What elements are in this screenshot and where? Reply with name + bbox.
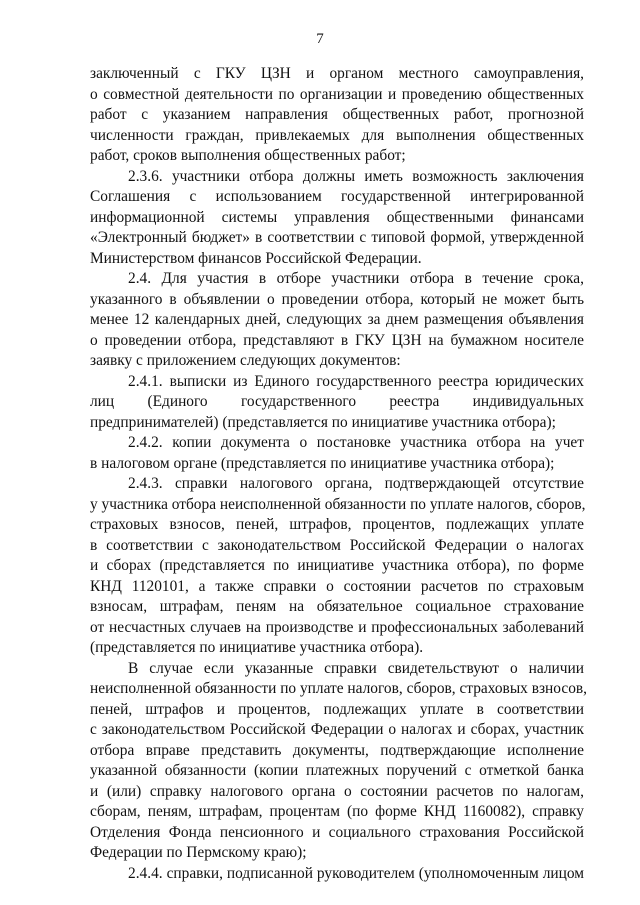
text-line: от несчастных случаев на производстве и профессиональных заболеваний (90, 618, 584, 636)
text-line: взносам, штрафам, пеням на обязательное социальное страхование (90, 598, 584, 615)
text-line: в соответствии с законодательством Российской Федерации о налогах (90, 536, 584, 554)
text-line: работ, сроков выполнения общественных работ; (90, 147, 406, 164)
text-line: заявку с приложением следующих документов: (90, 352, 401, 369)
text-line: «Электронный бюджет» в соответствии с типовой формой, утвержденной (90, 229, 584, 246)
text-line: неисполненной обязанности по уплате налогов, сборов, страховых взносов, (90, 680, 588, 697)
text-line: 2.4.4. справки, подписанной руководителем (уполномоченным лицом (128, 864, 584, 882)
text-line: 2.4.3. справки налогового органа, подтверждающей отсутствие (128, 475, 584, 492)
body-text (90, 64, 588, 884)
text-line: в налоговом органе (представляется по инициативе участника отбора); (90, 454, 555, 472)
text-line: информационной системы управления общественными финансами (90, 208, 584, 226)
text-line: 2.3.6. участники отбора должны иметь возможность заключения (128, 167, 584, 185)
text-line: предпринимателей) (представляется по инициативе участника отбора); (90, 413, 556, 431)
page-number: 7 (316, 31, 324, 47)
text-line: работ с указанием направления общественных работ, прогнозной (90, 106, 584, 123)
text-line: (представляется по инициативе участника отбора). (90, 639, 424, 656)
text-line: указанной обязанности (копии платежных поручений с отметкой банка (90, 762, 584, 779)
text-line: численности граждан, привлекаемых для выполнения общественных (90, 126, 584, 144)
text-line: о проведении отбора, представляют в ГКУ ЦЗН на бумажном носителе (90, 331, 584, 349)
text-line: пеней, штрафов и процентов, подлежащих уплате в соответствии (90, 700, 584, 718)
text-line: 2.4.2. копии документа о постановке участника отбора на учет (128, 434, 584, 451)
text-line: и (или) справку налогового органа о состоянии расчетов по налогам, (90, 782, 584, 800)
text-line: лиц (Единого государственного реестра индивидуальных (90, 393, 584, 410)
text-line: Отделения Фонда пенсионного и социального страхования Российской (90, 823, 584, 841)
text-line: Соглашения с использованием государственной интегрированной (90, 188, 584, 205)
text-line: заключенный с ГКУ ЦЗН и органом местного самоуправления, (90, 65, 584, 82)
text-line: КНД 1120101, а также справки о состоянии расчетов по страховым (90, 577, 584, 595)
text-line: сборам, пеням, штрафам, процентам (по форме КНД 1160082), справку (90, 803, 584, 820)
text-line: указанного в объявлении о проведении отбора, который не может быть (90, 290, 584, 308)
text-line: отбора вправе представить документы, подтверждающие исполнение (90, 741, 584, 759)
text-line: и сборах (представляется по инициативе участника отбора), по форме (90, 557, 584, 574)
text-line: 2.4.1. выписки из Единого государственного реестра юридических (128, 372, 584, 390)
text-line: страховых взносов, пеней, штрафов, процентов, подлежащих уплате (90, 516, 584, 533)
text-line: с законодательством Российской Федерации о налогах и сборах, участник (90, 721, 584, 738)
text-line: Министерством финансов Российской Федерации. (90, 249, 422, 267)
text-line: Федерации по Пермскому краю); (90, 844, 307, 861)
text-line: о совместной деятельности по организации и проведению общественных (90, 85, 584, 103)
text-line: В случае если указанные справки свидетельствуют о наличии (128, 659, 584, 677)
text-line: 2.4. Для участия в отборе участники отбора в течение срока, (128, 270, 584, 287)
text-line: менее 12 календарных дней, следующих за днем размещения объявления (90, 311, 584, 328)
text-line: у участника отбора неисполненной обязанности по уплате налогов, сборов, (90, 495, 586, 513)
